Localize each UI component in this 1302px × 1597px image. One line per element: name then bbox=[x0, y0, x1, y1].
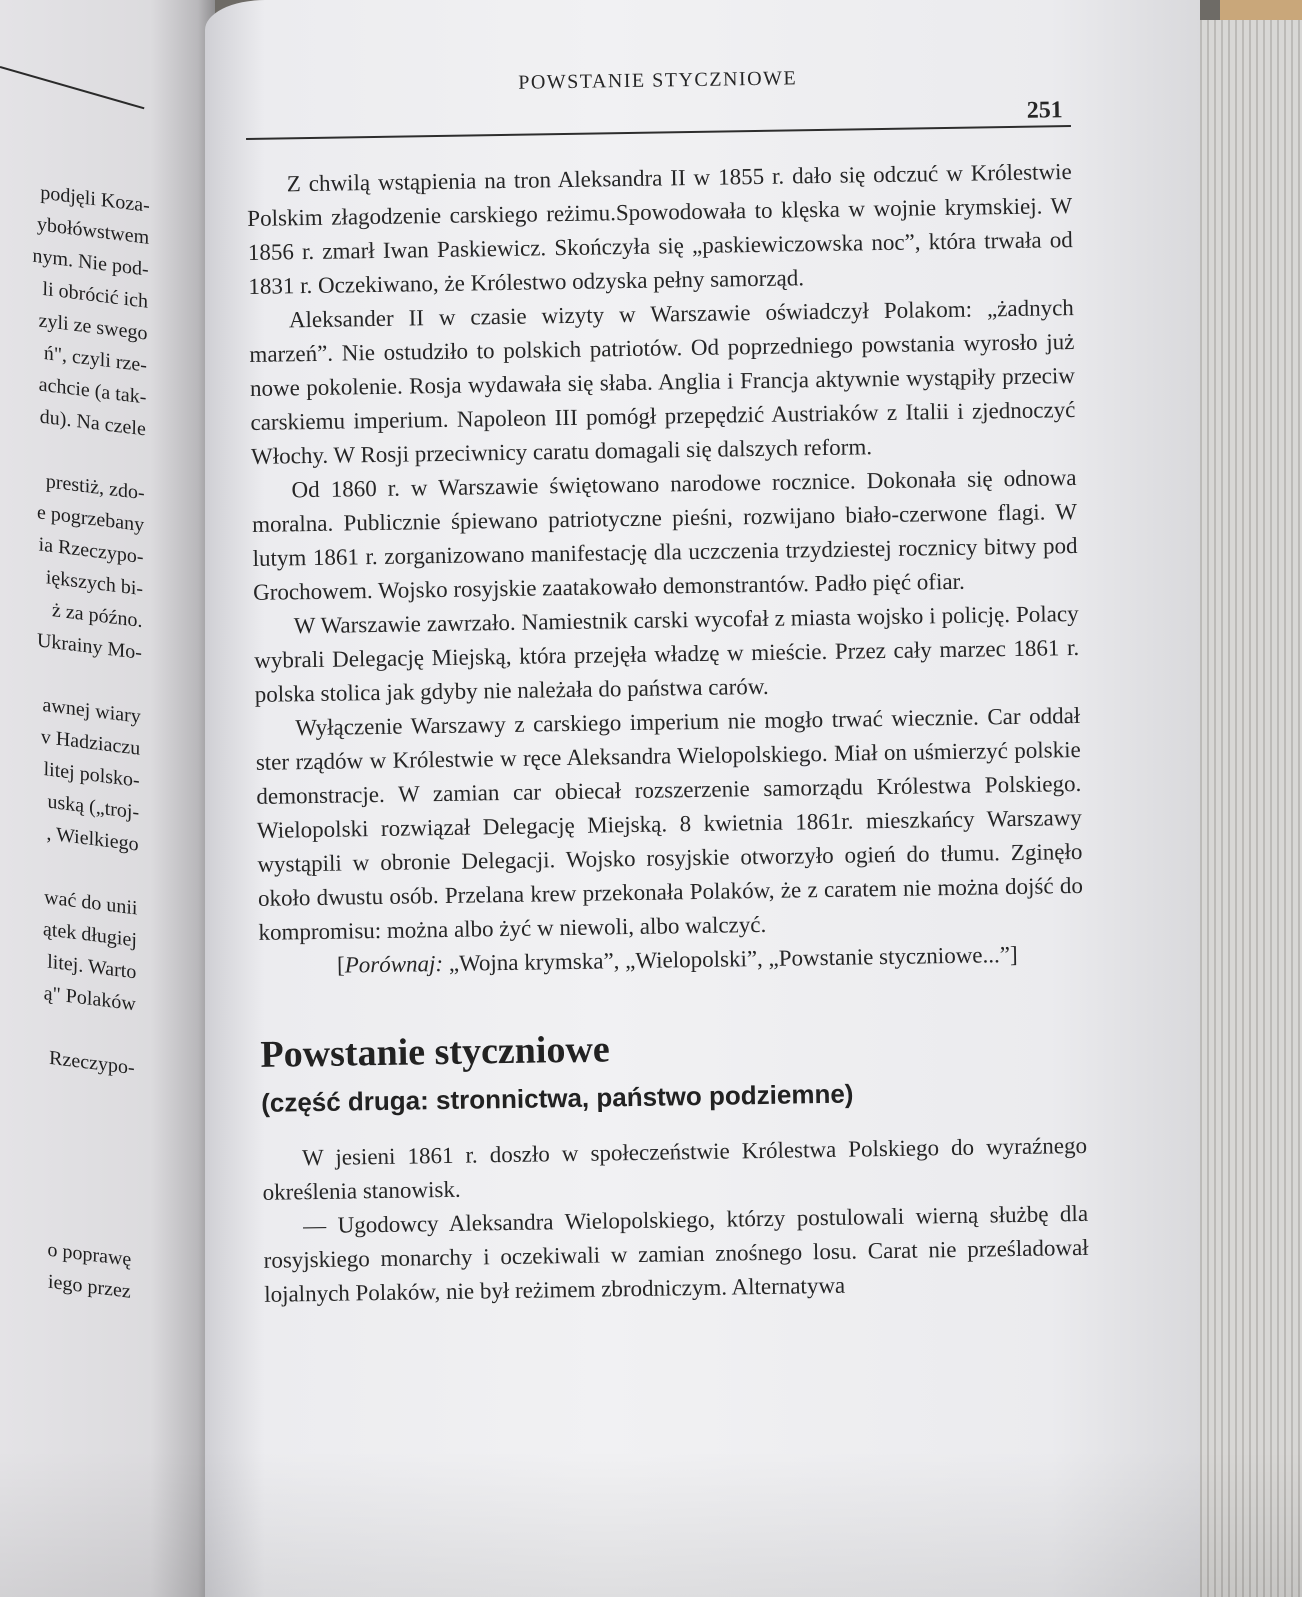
page-edges bbox=[1195, 20, 1302, 1597]
compare-label: Porównaj: bbox=[344, 951, 444, 978]
compare-text: „Wojna krymska”, „Wielopolski”, „Powstanie styczniowe...”] bbox=[442, 941, 1018, 976]
compare-bracket: [ bbox=[336, 952, 345, 978]
left-page-line: iększych bi- bbox=[45, 566, 144, 601]
left-page-line: podjęli Koza- bbox=[40, 181, 150, 217]
section-subtitle: (część druga: stronnictwa, państwo podziemne) bbox=[260, 1078, 854, 1118]
left-page-line: wać do unii bbox=[43, 886, 138, 920]
left-page-line: Rzeczypo- bbox=[48, 1046, 135, 1080]
left-page-line: , Wielkiego bbox=[46, 822, 139, 856]
paragraph: W jesieni 1861 r. doszło w społeczeństwie Królestwa Polskiego do wyraźnego określenia stanowisk. bbox=[262, 1132, 1088, 1205]
left-page bbox=[0, 0, 215, 1597]
left-page-line: awnej wiary bbox=[42, 693, 141, 728]
left-page-text bbox=[0, 172, 150, 1308]
left-page-line: v Hadziaczu bbox=[40, 725, 141, 760]
paragraph: Aleksander II w czasie wizyty w Warszawie oświadczył Polakom: „żadnych marzeń”. Nie ostudziło to polskich patriotów. Od poprzedniego powstania wyrosło już nowe pokolenie. Rosja wydawała się słaba. Anglia i Francja aktywnie wystąpiły przeciw carskiemu imperium. Napoleon III pomógł przepędzić Austriaków z Italii i zjednoczyć Włochy. W Rosji przeciwnicy caratu domagali się dalszych reform. bbox=[249, 295, 1076, 469]
main-text bbox=[247, 155, 1085, 984]
paragraph: Od 1860 r. w Warszawie świętowano narodowe rocznice. Dokonała się odnowa moralna. Publicznie śpiewano patriotyczne pieśni, rozwijano biało-czerwone flagi. W lutym 1861 r. zorganizowano manifestację dla uczczenia trzydziestej rocznicy bitwy pod Grochowem. Wojsko rosyjskie zaatakowało demonstrantów. Padło pięć ofiar. bbox=[251, 464, 1078, 605]
paragraph: Z chwilą wstąpienia na tron Aleksandra II w 1855 r. dało się odczuć w Królestwie Polskim złagodzenie carskiego reżimu.Spowodowała to klęska w wojnie krymskiej. W 1856 r. zmarł Iwan Paskiewicz. Skończyła się „paskiewiczowska noc”, która trwała od 1831 r. Oczekiwano, że Królestwo odzyska pełny samorząd. bbox=[247, 159, 1073, 299]
left-page-line: ń", czyli rze- bbox=[43, 342, 148, 377]
left-page-line: li obrócić ich bbox=[42, 277, 149, 313]
left-header-rule bbox=[0, 66, 144, 109]
left-page-line: ybołówstwem bbox=[36, 213, 150, 249]
left-page-line: litej. Warto bbox=[47, 950, 137, 984]
left-page-line: uską („troj- bbox=[47, 790, 140, 824]
left-page-line: Ukrainy Mo- bbox=[36, 629, 143, 665]
left-page-line: prestiż, zdo- bbox=[45, 470, 145, 505]
left-page-line: zyli ze swego bbox=[38, 309, 148, 345]
running-title: POWSTANIE STYCZNIOWE bbox=[518, 67, 798, 94]
left-page-line: iego przez bbox=[47, 1270, 131, 1303]
paragraph: — Ugodowcy Aleksandra Wielopolskiego, którzy postulowali wierną służbę dla rosyjskiego monarchy i oczekiwali w zamian znośnego losu. Carat nie prześladował lojalnych Polaków, nie był reżimem zbrodniczym. Alternatywa bbox=[263, 1200, 1089, 1307]
left-page-line: ż za późno. bbox=[51, 599, 143, 633]
section-title: Powstanie styczniowe bbox=[260, 1028, 611, 1076]
paragraph: Wyłączenie Warszawy z carskiego imperium nie mogło trwać wiecznie. Car oddał ster rządów w Królestwie w ręce Aleksandra Wielopolskiego. Miał on uśmierzyć polskie demonstracje. W zamian car obiecał rozszerzenie samorządu Królestwa Polskiego. Wielopolski rozwiązał Delegację Miejską. 8 kwietnia 1861r. mieszkańcy Warszawy wystąpili w obronie Delegacji. Wojsko rosyjskie otworzyło ogień do tłumu. Zginęło około dwustu osób. Przelana krew przekonała Polaków, że z caratem nie można dojść do kompromisu: można albo żyć w niewoli, albo walczyć. bbox=[255, 702, 1084, 945]
left-page-line: o poprawę bbox=[47, 1238, 132, 1271]
left-page-line: ą" Polaków bbox=[43, 982, 136, 1016]
left-page-line: litej polsko- bbox=[43, 758, 140, 792]
page-number: 251 bbox=[1026, 97, 1063, 124]
left-page-line: ątek długiej bbox=[42, 918, 138, 952]
section-text bbox=[262, 1129, 1090, 1312]
left-page-line: ia Rzeczypo- bbox=[38, 533, 144, 569]
left-page-line: achcie (a tak- bbox=[38, 373, 147, 409]
left-page-line: du). Na czele bbox=[39, 405, 147, 441]
paragraph: W Warszawie zawrzało. Namiestnik carski wycofał z miasta wojsko i policję. Polacy wybrali Delegację Miejską, która przejęła władzę w mieście. Przez cały marzec 1861 r. polska stolica jak gdyby nie należała do państwa carów. bbox=[254, 600, 1080, 707]
left-page-line: e pogrzebany bbox=[36, 501, 145, 537]
page-content bbox=[245, 59, 1089, 1312]
running-header bbox=[245, 59, 1071, 140]
left-page-line: nym. Nie pod- bbox=[32, 244, 149, 281]
